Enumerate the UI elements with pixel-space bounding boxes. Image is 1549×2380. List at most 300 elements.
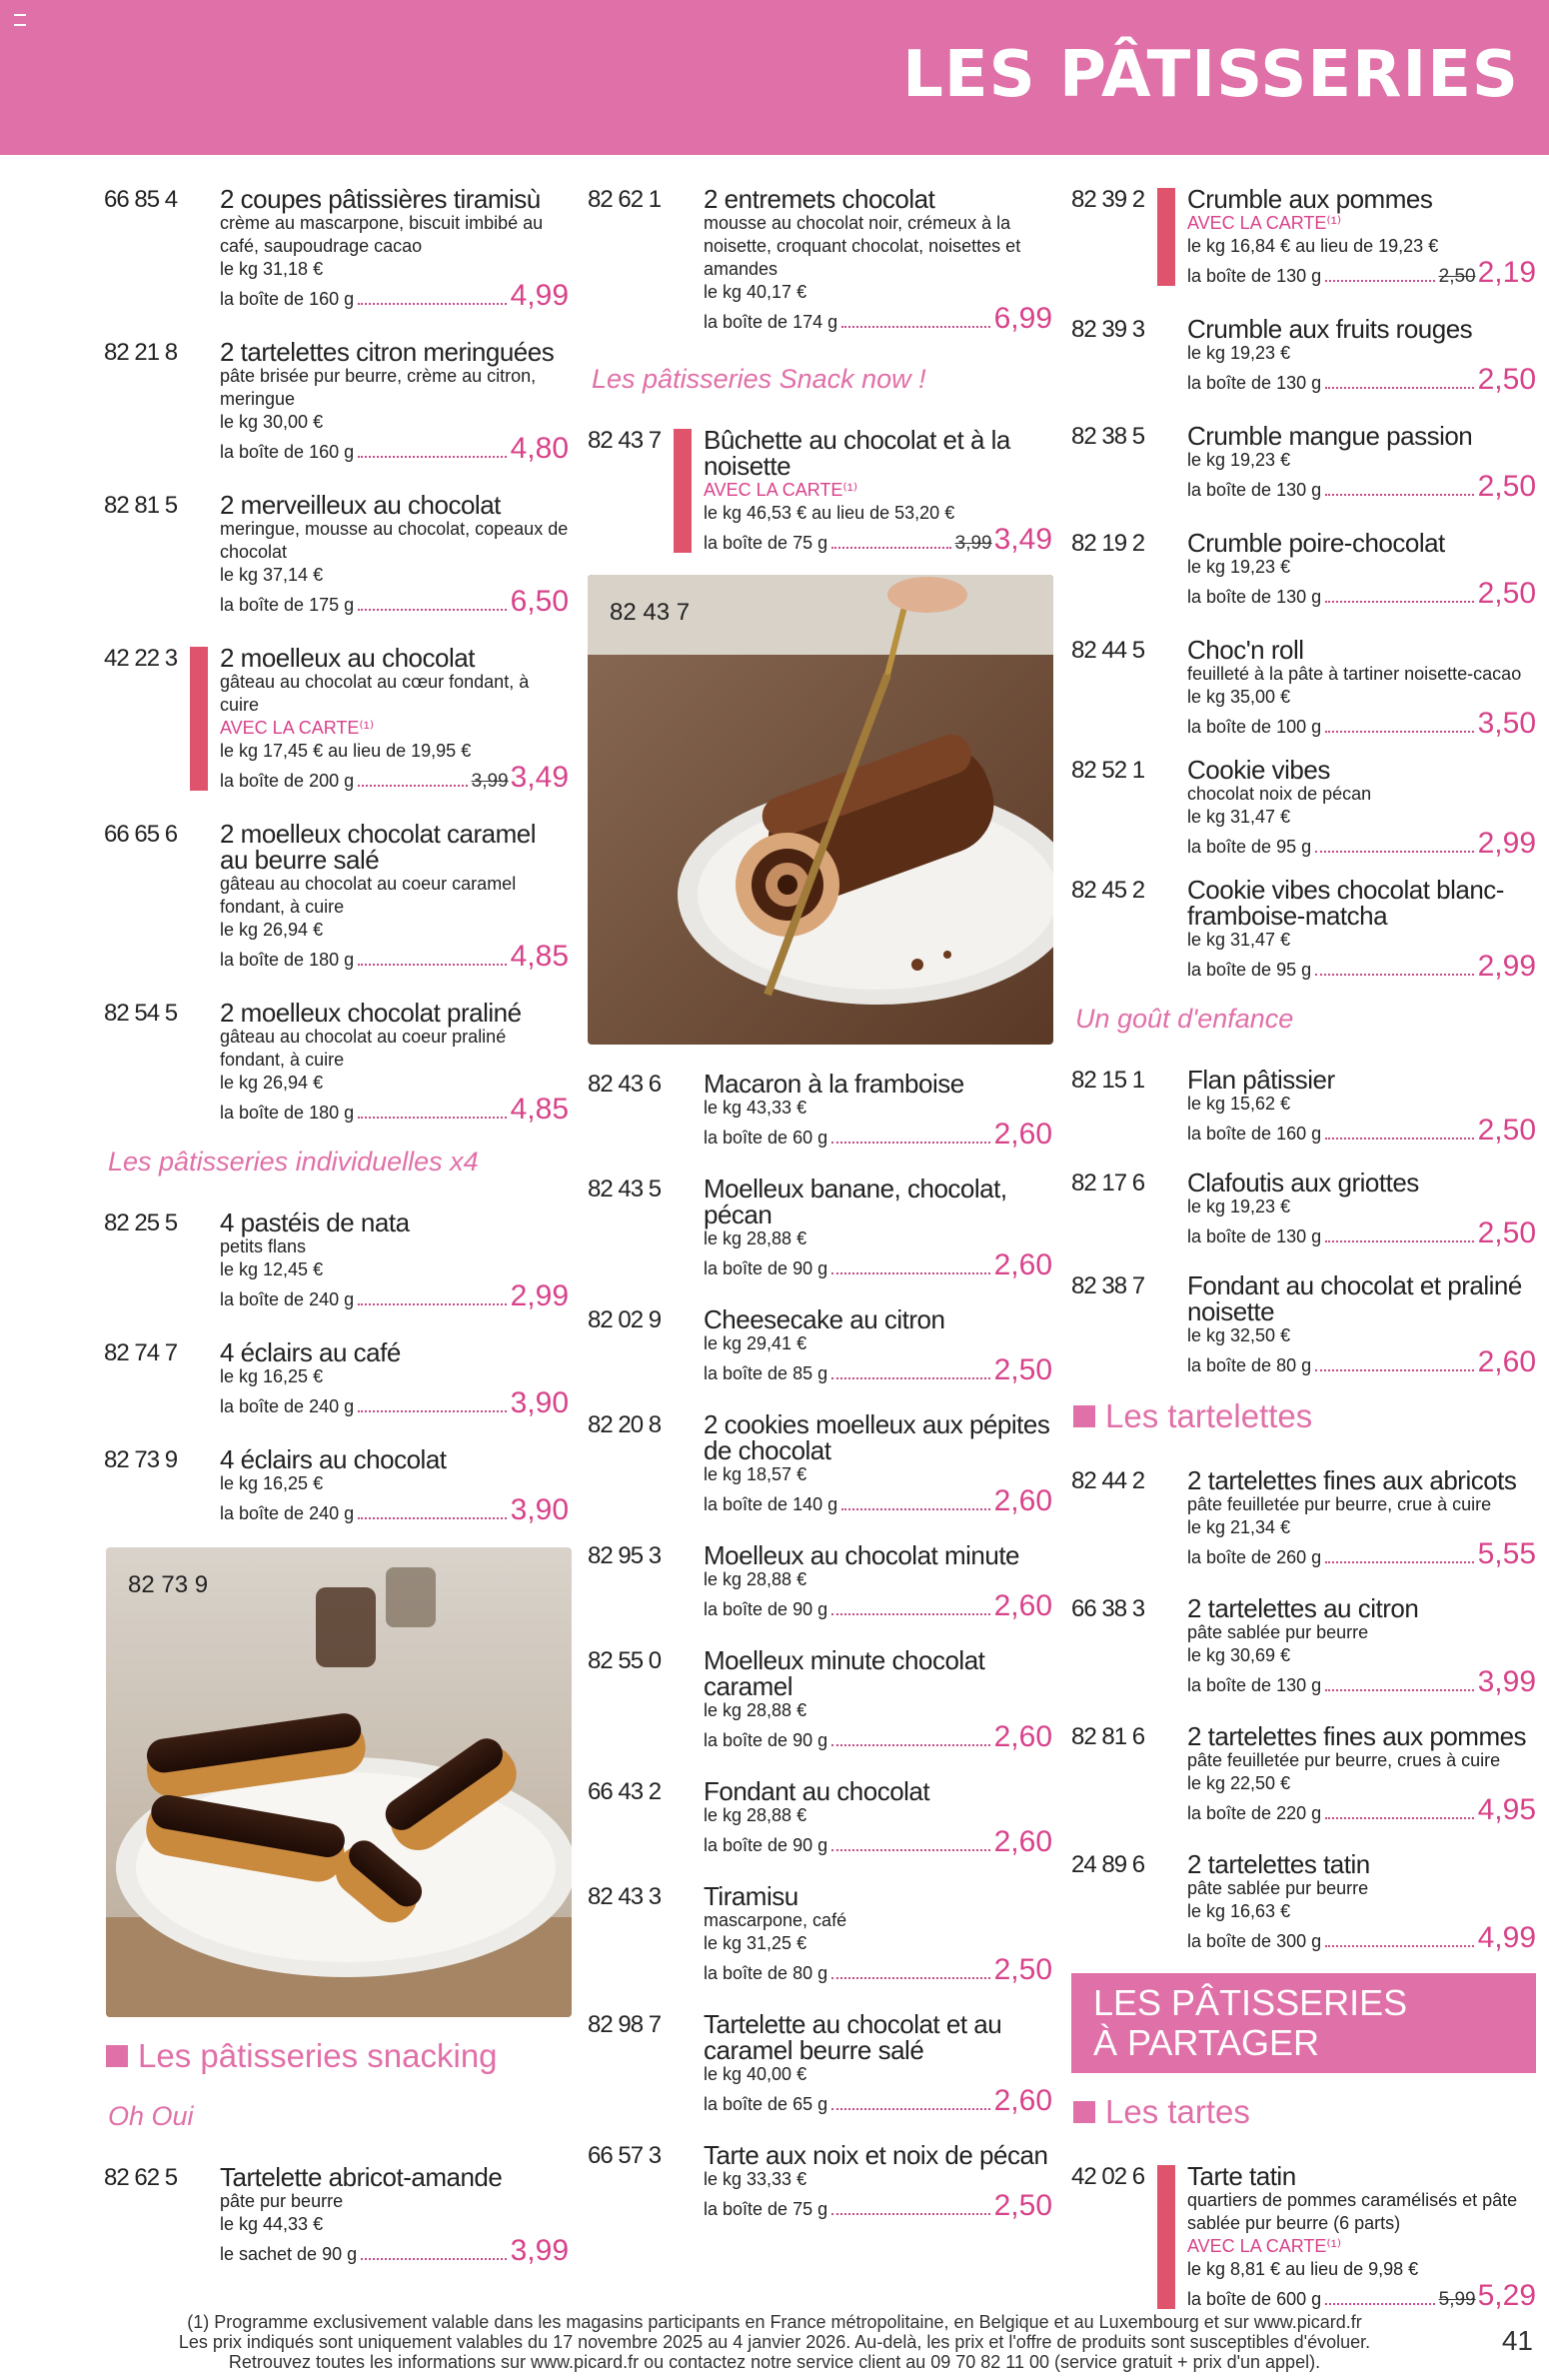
package-size: la boîte de 220 g bbox=[1187, 1803, 1322, 1823]
price: 2,50 bbox=[993, 1353, 1052, 1386]
price: 3,90 bbox=[510, 1386, 569, 1419]
price: 3,49 bbox=[993, 523, 1052, 556]
product-title: 4 éclairs au café bbox=[220, 1337, 401, 1367]
promo-bar bbox=[674, 429, 692, 553]
package-size: la boîte de 600 g bbox=[1187, 2289, 1322, 2309]
leader-dots bbox=[1325, 1239, 1473, 1242]
old-price: 5,99 bbox=[1438, 2289, 1476, 2310]
product-title: Bûchette au chocolat et à la noisette bbox=[704, 425, 1010, 481]
leader-dots bbox=[831, 1271, 990, 1274]
price-per-kg: le kg 17,45 € au lieu de 19,95 € bbox=[220, 741, 472, 761]
price: 2,99 bbox=[510, 1279, 569, 1312]
product-title: Cookie vibes bbox=[1187, 755, 1330, 785]
package-size: la boîte de 180 g bbox=[220, 1103, 355, 1123]
product-code: 82 38 7 bbox=[1071, 1272, 1145, 1299]
price-per-kg: le kg 18,57 € bbox=[704, 1464, 807, 1484]
package-size: la boîte de 260 g bbox=[1187, 1547, 1322, 1567]
leader-dots bbox=[1325, 386, 1473, 389]
product-description: gâteau au chocolat au cœur fondant, à cuire bbox=[220, 672, 530, 715]
product-item bbox=[1071, 1061, 1536, 1146]
price: 2,60 bbox=[993, 2084, 1052, 2117]
package-size: la boîte de 95 g bbox=[1187, 837, 1312, 857]
product-description: mousse au chocolat noir, crémeux à la noisette, croquant chocolat, noisettes et amandes bbox=[704, 213, 1021, 279]
product-description: gâteau au chocolat au coeur caramel fondant, à cuire bbox=[220, 874, 517, 917]
package-size: la boîte de 130 g bbox=[1187, 1226, 1322, 1246]
price: 4,99 bbox=[510, 279, 569, 312]
product-title: Tarte tatin bbox=[1187, 2161, 1296, 2191]
price-per-kg: le kg 33,33 € bbox=[704, 2169, 807, 2189]
page-title: LES PÂTISSERIES bbox=[902, 38, 1519, 112]
price-per-kg: le kg 32,50 € bbox=[1187, 1325, 1291, 1345]
product-item bbox=[104, 180, 569, 311]
product-title: Macaron à la framboise bbox=[704, 1069, 964, 1099]
price: 2,50 bbox=[1477, 1216, 1536, 1249]
price-per-kg: le kg 28,88 € bbox=[704, 1569, 807, 1589]
product-code: 82 52 1 bbox=[1071, 757, 1145, 784]
page-number: 41 bbox=[1501, 2325, 1533, 2356]
package-size: la boîte de 130 g bbox=[1187, 480, 1322, 500]
price: 2,60 bbox=[993, 1825, 1052, 1858]
price: 4,80 bbox=[510, 432, 569, 465]
price: 2,50 bbox=[993, 2189, 1052, 2222]
price: 3,50 bbox=[1477, 707, 1536, 740]
product-item bbox=[1071, 524, 1536, 609]
product-item bbox=[104, 333, 569, 464]
product-description: gâteau au chocolat au coeur praliné fondant, à cuire bbox=[220, 1027, 507, 1070]
price-per-kg: le kg 29,41 € bbox=[704, 1333, 807, 1353]
footer-validity: Les prix indiqués sont uniquement valables du 17 novembre 2025 au 4 janvier 2026. Au-delà, les prix et l'offre de produits sont susceptibles d'évoluer. bbox=[178, 2332, 1371, 2352]
leader-dots bbox=[358, 963, 506, 966]
product-title: 4 éclairs au chocolat bbox=[220, 1444, 447, 1474]
leader-dots bbox=[1325, 279, 1435, 282]
product-code: 82 54 5 bbox=[104, 1000, 178, 1027]
product-title: 4 pastéis de nata bbox=[220, 1207, 410, 1237]
package-size: la boîte de 300 g bbox=[1187, 1931, 1322, 1951]
product-title: Crumble aux pommes bbox=[1187, 184, 1433, 214]
product-description: mascarpone, café bbox=[704, 1910, 847, 1930]
footer-contact: Retrouvez toutes les informations sur www.picard.fr ou contactez notre service client au 09 70 82 11 00 (service gratuit + prix d'un appel). bbox=[228, 2352, 1321, 2372]
column-middle bbox=[588, 180, 1052, 2241]
leader-dots bbox=[358, 608, 506, 611]
product-title: Tartelette au chocolat et au caramel beurre salé bbox=[704, 2009, 1002, 2065]
product-title: 2 tartelettes tatin bbox=[1187, 1849, 1370, 1879]
product-title: Tiramisu bbox=[704, 1881, 798, 1911]
price-per-kg: le kg 16,25 € bbox=[220, 1473, 324, 1493]
leader-dots bbox=[1315, 1368, 1474, 1371]
footer-note: (1) Programme exclusivement valable dans les magasins participants en France métropolitaine, en Belgique et au Luxembourg et sur www.picard.fr bbox=[187, 2312, 1362, 2332]
package-size: la boîte de 90 g bbox=[704, 1835, 828, 1855]
product-code: 66 65 6 bbox=[104, 821, 178, 848]
product-code: 82 43 3 bbox=[588, 1883, 662, 1910]
price: 2,99 bbox=[1477, 827, 1536, 860]
price: 2,50 bbox=[1477, 577, 1536, 610]
section-snack-now: Les pâtisseries Snack now ! bbox=[592, 364, 926, 394]
package-size: la boîte de 90 g bbox=[704, 1599, 828, 1619]
product-item bbox=[588, 1300, 1052, 1385]
price-per-kg: le kg 26,94 € bbox=[220, 920, 324, 940]
buchette-image bbox=[588, 575, 1053, 1045]
column-right bbox=[1071, 180, 1536, 2331]
product-code: 82 98 7 bbox=[588, 2011, 662, 2038]
price-per-kg: le kg 31,47 € bbox=[1187, 807, 1291, 827]
product-code: 82 25 5 bbox=[104, 1209, 178, 1236]
leader-dots bbox=[358, 302, 506, 305]
product-item bbox=[588, 1065, 1052, 1150]
package-size: la boîte de 80 g bbox=[1187, 1355, 1312, 1375]
leader-dots bbox=[358, 784, 468, 787]
price-per-kg: le kg 19,23 € bbox=[1187, 343, 1291, 363]
product-item bbox=[588, 2136, 1052, 2221]
product-item bbox=[104, 2158, 569, 2266]
package-size: la boîte de 240 g bbox=[220, 1396, 355, 1416]
product-title: Crumble aux fruits rouges bbox=[1187, 314, 1473, 344]
product-description: pâte sablée pur beurre bbox=[1187, 1622, 1369, 1642]
product-item bbox=[1071, 1461, 1536, 1569]
package-size: la boîte de 65 g bbox=[704, 2094, 828, 2114]
product-title: Cookie vibes chocolat blanc-framboise-matcha bbox=[1187, 875, 1504, 931]
package-size: la boîte de 130 g bbox=[1187, 587, 1322, 607]
product-item bbox=[588, 180, 1052, 334]
leader-dots bbox=[1325, 1688, 1473, 1691]
section-tartes: Les tartes bbox=[1073, 2093, 1536, 2131]
package-size: la boîte de 200 g bbox=[220, 771, 355, 791]
package-size: la boîte de 130 g bbox=[1187, 373, 1322, 393]
price: 2,50 bbox=[1477, 470, 1536, 503]
price-per-kg: le kg 8,81 € au lieu de 9,98 € bbox=[1187, 2259, 1419, 2279]
package-size: la boîte de 85 g bbox=[704, 1363, 828, 1383]
product-title: Fondant au chocolat et praliné noisette bbox=[1187, 1270, 1522, 1326]
price-per-kg: le kg 15,62 € bbox=[1187, 1094, 1291, 1114]
section-snacking: Les pâtisseries snacking bbox=[106, 2037, 569, 2075]
menu-icon bbox=[14, 14, 26, 26]
price-per-kg: le kg 28,88 € bbox=[704, 1805, 807, 1825]
product-title: Moelleux au chocolat minute bbox=[704, 1540, 1020, 1570]
price: 2,60 bbox=[993, 1720, 1052, 1753]
leader-dots bbox=[841, 325, 989, 328]
price: 2,50 bbox=[1477, 1114, 1536, 1147]
product-code: 66 85 4 bbox=[104, 186, 178, 213]
leader-dots bbox=[831, 1141, 990, 1144]
product-code: 82 15 1 bbox=[1071, 1067, 1145, 1094]
price: 6,50 bbox=[510, 585, 569, 618]
product-description: feuilleté à la pâte à tartiner noisette-cacao bbox=[1187, 664, 1522, 684]
product-item bbox=[1071, 1717, 1536, 1825]
photo-code: 82 43 7 bbox=[610, 599, 691, 626]
leader-dots bbox=[831, 2107, 990, 2110]
product-title: Flan pâtissier bbox=[1187, 1065, 1335, 1095]
product-title: Crumble mangue passion bbox=[1187, 421, 1473, 451]
loyalty-card-label: AVEC LA CARTE⁽¹⁾ bbox=[1187, 213, 1342, 233]
leader-dots bbox=[831, 1743, 990, 1746]
package-size: la boîte de 60 g bbox=[704, 1128, 828, 1148]
product-title: Fondant au chocolat bbox=[704, 1776, 930, 1806]
product-code: 82 73 9 bbox=[104, 1446, 178, 1473]
leader-dots bbox=[1325, 493, 1473, 496]
price-per-kg: le kg 12,45 € bbox=[220, 1259, 324, 1279]
product-code: 42 22 3 bbox=[104, 645, 178, 672]
price-per-kg: le kg 19,23 € bbox=[1187, 450, 1291, 470]
product-description: petits flans bbox=[220, 1236, 307, 1256]
product-item bbox=[1071, 1589, 1536, 1697]
leader-dots bbox=[841, 1507, 989, 1510]
leader-dots bbox=[831, 1976, 990, 1979]
product-item bbox=[588, 1641, 1052, 1752]
price: 4,99 bbox=[1477, 1921, 1536, 1954]
product-item bbox=[1071, 310, 1536, 395]
old-price: 3,99 bbox=[954, 533, 992, 554]
product-title: 2 coupes pâtissières tiramisù bbox=[220, 184, 541, 214]
product-description: meringue, mousse au chocolat, copeaux de chocolat bbox=[220, 519, 569, 562]
package-size: la boîte de 160 g bbox=[220, 289, 355, 309]
price-per-kg: le kg 22,50 € bbox=[1187, 1773, 1291, 1793]
price: 3,99 bbox=[1477, 1665, 1536, 1698]
product-item bbox=[588, 1405, 1052, 1516]
product-code: 42 02 6 bbox=[1071, 2163, 1145, 2190]
price-per-kg: le kg 26,94 € bbox=[220, 1073, 324, 1093]
price-per-kg: le kg 37,14 € bbox=[220, 565, 324, 585]
price-per-kg: le kg 30,69 € bbox=[1187, 1645, 1291, 1665]
product-title: 2 merveilleux au chocolat bbox=[220, 490, 501, 520]
leader-dots bbox=[358, 1516, 506, 1519]
price-per-kg: le kg 44,33 € bbox=[220, 2214, 324, 2234]
product-code: 82 38 5 bbox=[1071, 423, 1145, 450]
price-per-kg: le kg 19,23 € bbox=[1187, 1196, 1291, 1216]
product-code: 66 57 3 bbox=[588, 2142, 662, 2169]
product-title: 2 entremets chocolat bbox=[704, 184, 935, 214]
section-individuelles: Les pâtisseries individuelles x4 bbox=[108, 1147, 479, 1177]
product-item bbox=[104, 639, 569, 793]
price: 5,55 bbox=[1477, 1537, 1536, 1570]
product-item bbox=[104, 1440, 569, 1525]
package-size: la boîte de 175 g bbox=[220, 595, 355, 615]
leader-dots bbox=[1325, 1560, 1473, 1563]
product-title: 2 moelleux chocolat praliné bbox=[220, 998, 522, 1028]
package-size: la boîte de 160 g bbox=[1187, 1124, 1322, 1144]
product-code: 82 45 2 bbox=[1071, 877, 1145, 904]
package-size: la boîte de 180 g bbox=[220, 950, 355, 970]
banner-partager bbox=[1071, 1973, 1536, 2073]
product-code: 82 43 6 bbox=[588, 1071, 662, 1098]
page-header bbox=[0, 0, 1549, 155]
package-size: la boîte de 240 g bbox=[220, 1503, 355, 1523]
product-title: 2 cookies moelleux aux pépites de chocolat bbox=[704, 1409, 1050, 1465]
price-per-kg: le kg 16,63 € bbox=[1187, 1901, 1291, 1921]
product-item bbox=[104, 815, 569, 972]
product-title: 2 tartelettes au citron bbox=[1187, 1593, 1419, 1623]
product-item bbox=[1071, 631, 1536, 739]
price: 2,60 bbox=[993, 1484, 1052, 1517]
price-per-kg: le kg 35,00 € bbox=[1187, 687, 1291, 707]
price: 5,29 bbox=[1477, 2279, 1536, 2312]
product-description: chocolat noix de pécan bbox=[1187, 784, 1372, 804]
price: 3,90 bbox=[510, 1493, 569, 1526]
package-size: la boîte de 95 g bbox=[1187, 960, 1312, 980]
product-code: 66 43 2 bbox=[588, 1778, 662, 1805]
leader-dots bbox=[1325, 600, 1473, 603]
old-price: 3,99 bbox=[471, 771, 509, 792]
product-title: Clafoutis aux griottes bbox=[1187, 1168, 1419, 1197]
product-item bbox=[104, 994, 569, 1125]
leader-dots bbox=[831, 2212, 990, 2215]
price-per-kg: le kg 30,00 € bbox=[220, 412, 324, 432]
product-item bbox=[1071, 1845, 1536, 1953]
photo-eclairs bbox=[106, 1547, 572, 2017]
price-per-kg: le kg 40,17 € bbox=[704, 282, 807, 302]
product-description: pâte sablée pur beurre bbox=[1187, 1878, 1369, 1898]
product-item bbox=[1071, 2157, 1536, 2311]
package-size: la boîte de 160 g bbox=[220, 442, 355, 462]
product-code: 82 74 7 bbox=[104, 1339, 178, 1366]
product-title: Moelleux banane, chocolat, pécan bbox=[704, 1174, 1007, 1229]
product-description: pâte feuilletée pur beurre, crue à cuire bbox=[1187, 1494, 1492, 1514]
footer bbox=[0, 2312, 1549, 2372]
price-per-kg: le kg 46,53 € au lieu de 53,20 € bbox=[704, 503, 955, 523]
product-code: 82 81 6 bbox=[1071, 1723, 1145, 1750]
product-code: 82 17 6 bbox=[1071, 1170, 1145, 1196]
product-item bbox=[588, 1772, 1052, 1857]
price: 2,99 bbox=[1477, 950, 1536, 983]
product-code: 82 44 2 bbox=[1071, 1467, 1145, 1494]
promo-bar bbox=[1157, 188, 1175, 286]
price: 6,99 bbox=[993, 302, 1052, 335]
price-per-kg: le kg 28,88 € bbox=[704, 1228, 807, 1248]
eclairs-image bbox=[106, 1547, 572, 2017]
product-code: 82 20 8 bbox=[588, 1411, 662, 1438]
product-description: crème au mascarpone, biscuit imbibé au café, saupoudrage cacao bbox=[220, 213, 544, 256]
leader-dots bbox=[358, 1302, 506, 1305]
price-per-kg: le kg 31,47 € bbox=[1187, 930, 1291, 950]
price-per-kg: le kg 31,25 € bbox=[704, 1933, 807, 1953]
price-per-kg: le kg 16,84 € au lieu de 19,23 € bbox=[1187, 236, 1439, 256]
product-item bbox=[1071, 1164, 1536, 1248]
section-gout-enfance: Un goût d'enfance bbox=[1075, 1004, 1294, 1034]
package-size: la boîte de 130 g bbox=[1187, 266, 1322, 286]
product-title: Crumble poire-chocolat bbox=[1187, 528, 1445, 558]
price-per-kg: le kg 21,34 € bbox=[1187, 1517, 1291, 1537]
price-per-kg: le kg 31,18 € bbox=[220, 259, 324, 279]
product-title: Moelleux minute chocolat caramel bbox=[704, 1645, 985, 1701]
package-size: la boîte de 240 g bbox=[220, 1289, 355, 1309]
product-title: Choc'n roll bbox=[1187, 635, 1304, 665]
leader-dots bbox=[831, 546, 951, 549]
leader-dots bbox=[1325, 1944, 1473, 1947]
price: 2,60 bbox=[993, 1589, 1052, 1622]
product-code: 82 55 0 bbox=[588, 1647, 662, 1674]
banner-line1: LES PÂTISSERIES bbox=[1093, 1982, 1408, 2023]
product-item bbox=[588, 1877, 1052, 1985]
price: 2,50 bbox=[1477, 363, 1536, 396]
product-item bbox=[1071, 751, 1536, 859]
product-code: 82 95 3 bbox=[588, 1542, 662, 1569]
price: 2,60 bbox=[993, 1248, 1052, 1281]
product-item bbox=[104, 1203, 569, 1311]
product-title: Tartelette abricot-amande bbox=[220, 2162, 503, 2192]
section-oh-oui: Oh Oui bbox=[108, 2101, 194, 2131]
leader-dots bbox=[358, 455, 506, 458]
loyalty-card-label: AVEC LA CARTE⁽¹⁾ bbox=[1187, 2236, 1342, 2256]
leader-dots bbox=[831, 1376, 990, 1379]
product-item bbox=[104, 486, 569, 617]
promo-bar bbox=[1157, 2165, 1175, 2309]
product-code: 82 81 5 bbox=[104, 492, 178, 519]
product-description: quartiers de pommes caramélisés et pâte sablée pur beurre (6 parts) bbox=[1187, 2190, 1518, 2233]
price: 3,49 bbox=[510, 761, 569, 794]
product-item bbox=[1071, 417, 1536, 502]
price: 3,99 bbox=[510, 2234, 569, 2267]
price-per-kg: le kg 40,00 € bbox=[704, 2064, 807, 2084]
product-code: 82 43 7 bbox=[588, 427, 662, 454]
product-description: pâte feuilletée pur beurre, crues à cuire bbox=[1187, 1750, 1501, 1770]
price: 4,85 bbox=[510, 940, 569, 973]
price: 2,50 bbox=[993, 1953, 1052, 1986]
leader-dots bbox=[1325, 2302, 1435, 2305]
product-code: 82 62 1 bbox=[588, 186, 662, 213]
old-price: 2,50 bbox=[1438, 266, 1476, 287]
product-description: pâte brisée pur beurre, crème au citron, meringue bbox=[220, 366, 537, 409]
package-size: la boîte de 90 g bbox=[704, 1258, 828, 1278]
package-size: la boîte de 100 g bbox=[1187, 717, 1322, 737]
product-item bbox=[588, 2005, 1052, 2116]
product-title: 2 tartelettes fines aux abricots bbox=[1187, 1465, 1517, 1495]
leader-dots bbox=[1315, 973, 1474, 976]
product-item bbox=[1071, 871, 1536, 982]
package-size: la boîte de 140 g bbox=[704, 1494, 838, 1514]
product-title: Cheesecake au citron bbox=[704, 1304, 945, 1334]
price-per-kg: le kg 16,25 € bbox=[220, 1366, 324, 1386]
package-size: la boîte de 75 g bbox=[704, 533, 828, 553]
price: 4,95 bbox=[1477, 1793, 1536, 1826]
price-per-kg: le kg 28,88 € bbox=[704, 1700, 807, 1720]
product-code: 24 89 6 bbox=[1071, 1851, 1145, 1878]
product-description: pâte pur beurre bbox=[220, 2191, 344, 2211]
product-code: 66 38 3 bbox=[1071, 1595, 1145, 1622]
leader-dots bbox=[831, 1848, 990, 1851]
product-title: 2 moelleux chocolat caramel au beurre salé bbox=[220, 819, 536, 875]
product-code: 82 62 5 bbox=[104, 2164, 178, 2191]
leader-dots bbox=[1315, 850, 1474, 853]
product-code: 82 39 3 bbox=[1071, 316, 1145, 343]
product-title: 2 tartelettes fines aux pommes bbox=[1187, 1721, 1527, 1751]
product-item bbox=[588, 1536, 1052, 1621]
package-size: le sachet de 90 g bbox=[220, 2244, 358, 2264]
product-code: 82 19 2 bbox=[1071, 530, 1145, 557]
photo-code: 82 73 9 bbox=[128, 1571, 209, 1598]
leader-dots bbox=[1325, 1816, 1473, 1819]
package-size: la boîte de 80 g bbox=[704, 1963, 828, 1983]
photo-buchette bbox=[588, 575, 1053, 1045]
product-code: 82 44 5 bbox=[1071, 637, 1145, 664]
product-code: 82 39 2 bbox=[1071, 186, 1145, 213]
product-title: 2 moelleux au chocolat bbox=[220, 643, 475, 673]
package-size: la boîte de 90 g bbox=[704, 1730, 828, 1750]
loyalty-card-label: AVEC LA CARTE⁽¹⁾ bbox=[704, 480, 858, 500]
price: 2,19 bbox=[1477, 256, 1536, 289]
product-item bbox=[588, 421, 1052, 555]
price: 2,60 bbox=[1477, 1345, 1536, 1378]
package-size: la boîte de 130 g bbox=[1187, 1675, 1322, 1695]
leader-dots bbox=[358, 1409, 506, 1412]
leader-dots bbox=[358, 1116, 506, 1119]
product-item bbox=[1071, 1266, 1536, 1377]
product-code: 82 21 8 bbox=[104, 339, 178, 366]
leader-dots bbox=[1325, 730, 1473, 733]
loyalty-card-label: AVEC LA CARTE⁽¹⁾ bbox=[220, 718, 375, 738]
product-item bbox=[588, 1170, 1052, 1280]
leader-dots bbox=[361, 2257, 507, 2260]
promo-bar bbox=[190, 647, 208, 791]
column-left bbox=[104, 180, 569, 2286]
leader-dots bbox=[1325, 1137, 1473, 1140]
